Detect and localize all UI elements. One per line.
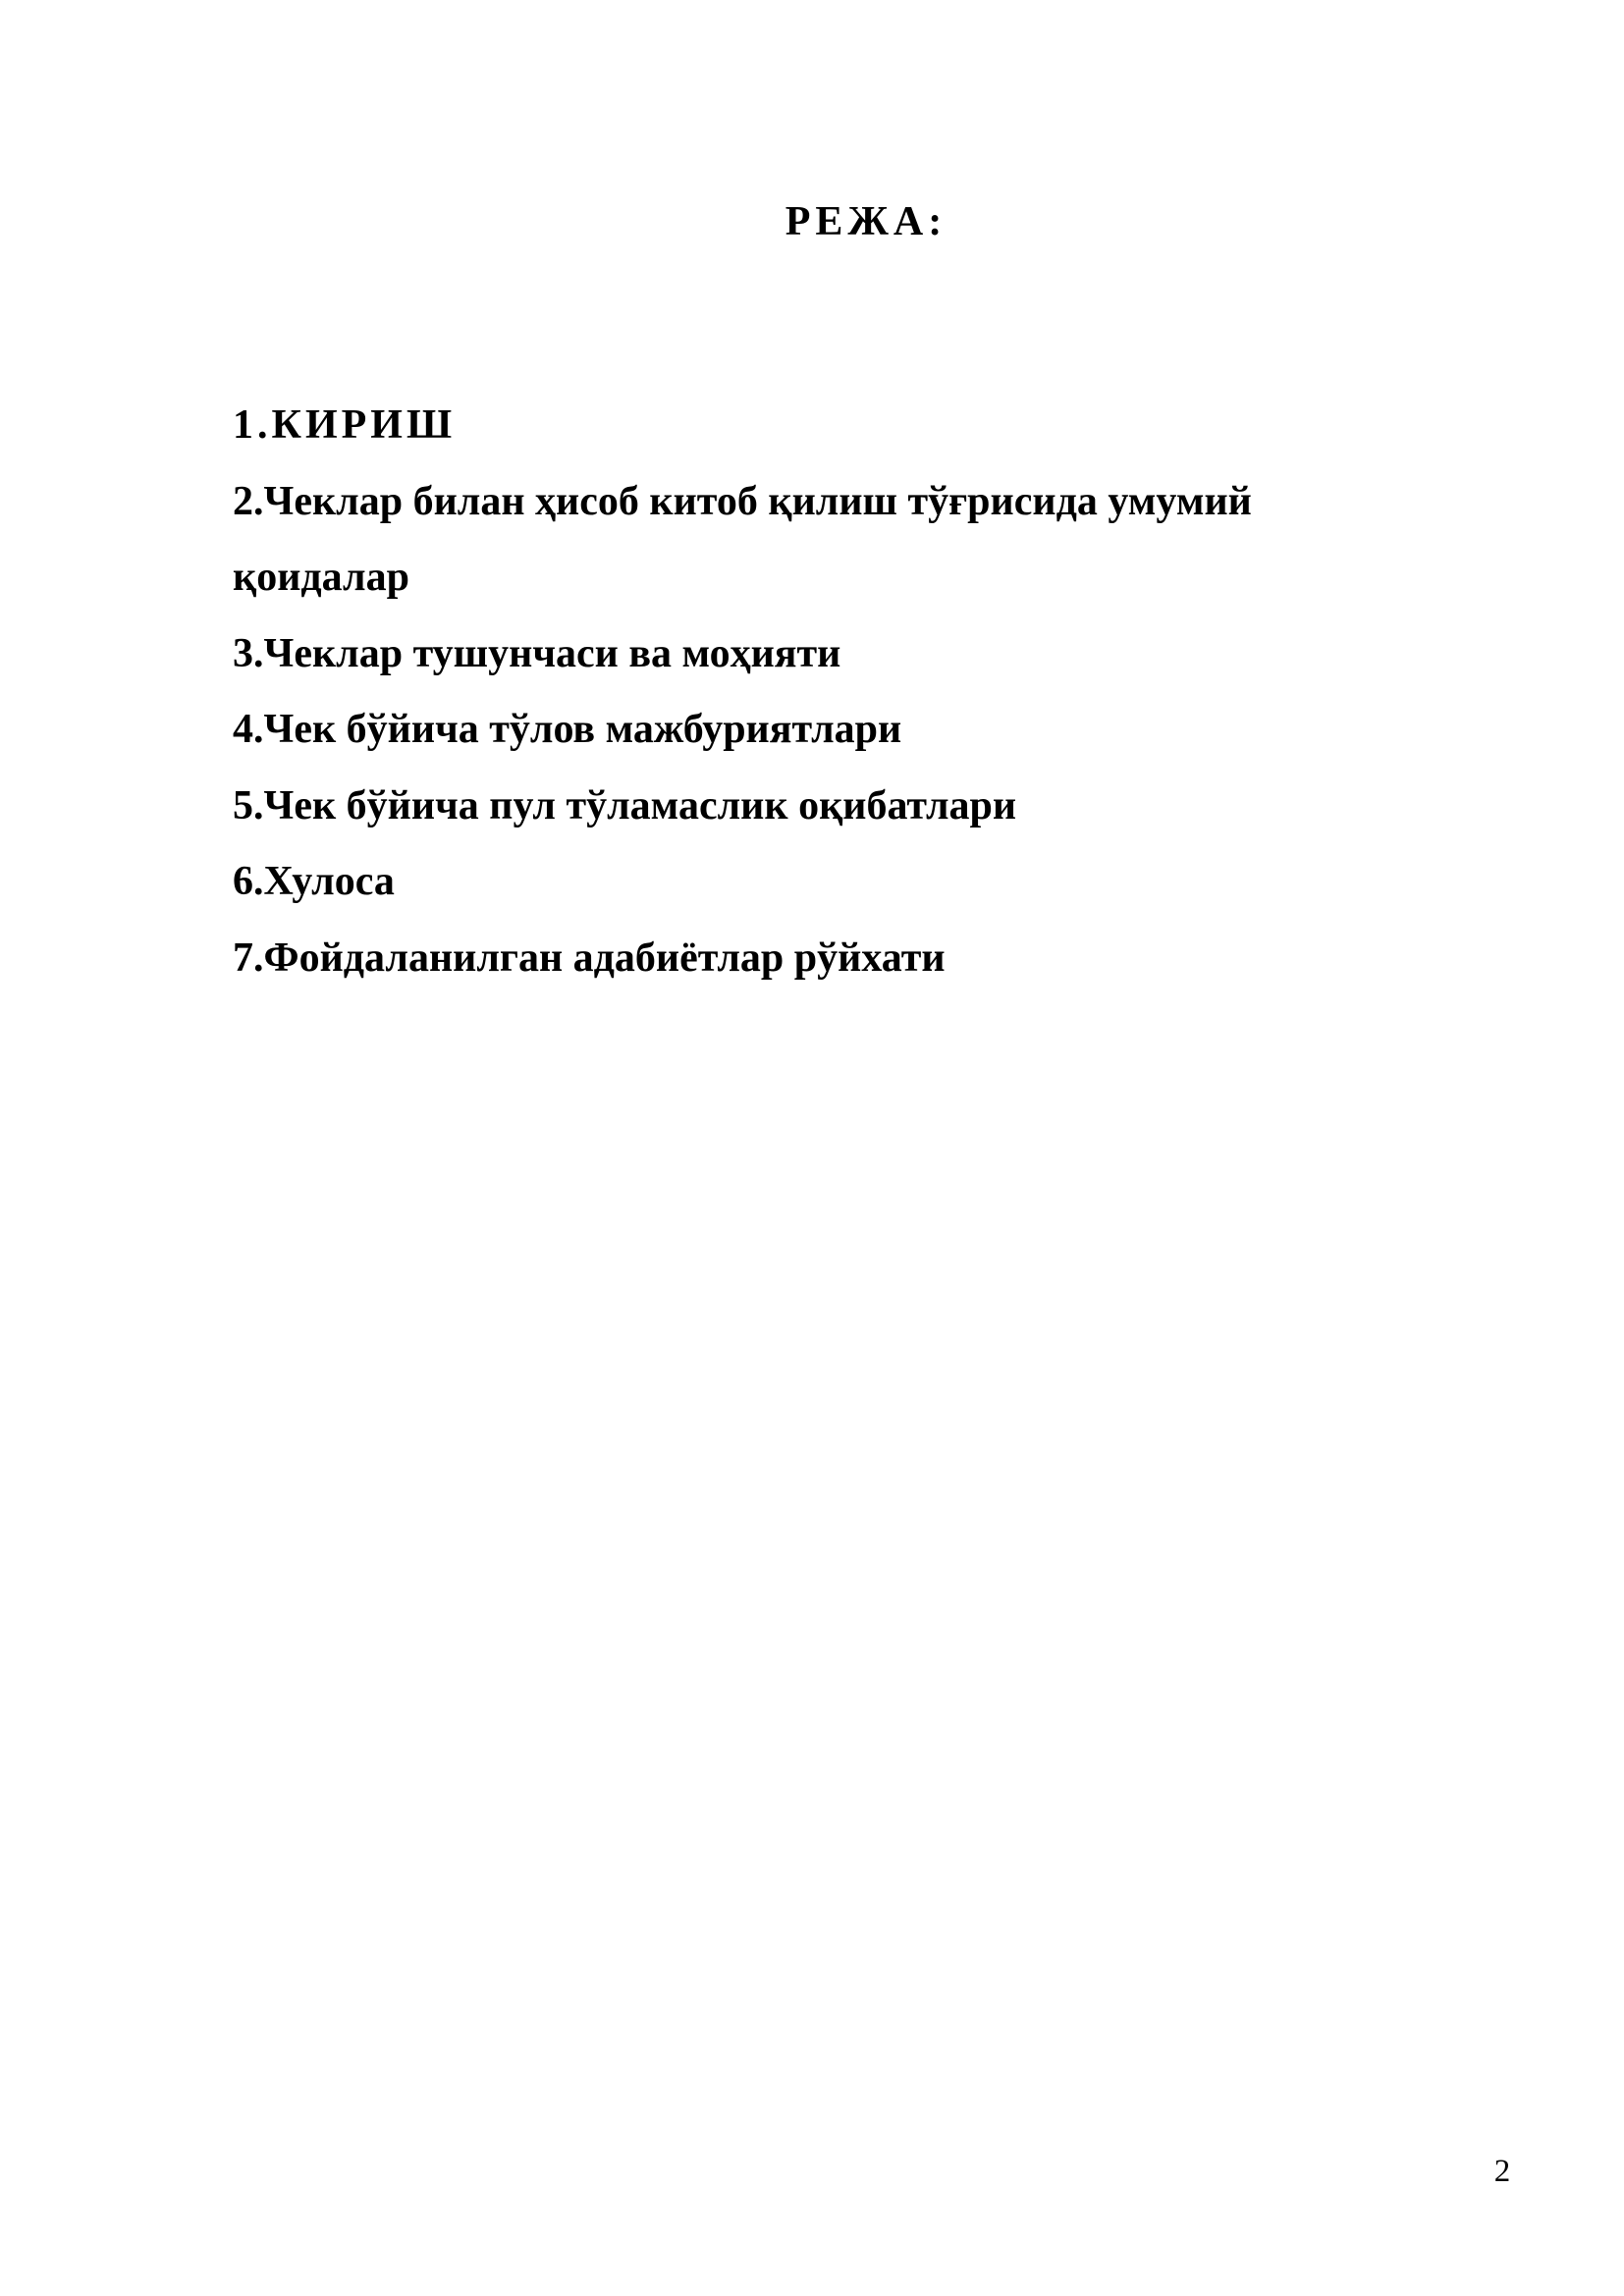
plan-list [233,388,1411,996]
plan-item-references: 7.Фойдаланилган адабиётлар рўйхати [233,934,946,981]
plan-item-conclusion: 6.Хулоса [233,859,395,904]
page-number: 2 [1493,2154,1511,2189]
plan-item-introduction: 1.КИРИШ [233,402,457,448]
plan-item-non-payment-consequences: 5.Чек бўйича пул тўламаслик оқибатлари [233,782,1017,828]
plan-item-general-rules: 2.Чеклар билан ҳисоб китоб қилиш тўғрисида умумий қоидалар [233,478,1252,600]
plan-item-concept: 3.Чеклар тушунчаси ва моҳияти [233,630,841,676]
plan-item-payment-obligations: 4.Чек бўйича тўлов мажбуриятлари [233,707,902,752]
page-title: РЕЖА: [785,199,947,244]
